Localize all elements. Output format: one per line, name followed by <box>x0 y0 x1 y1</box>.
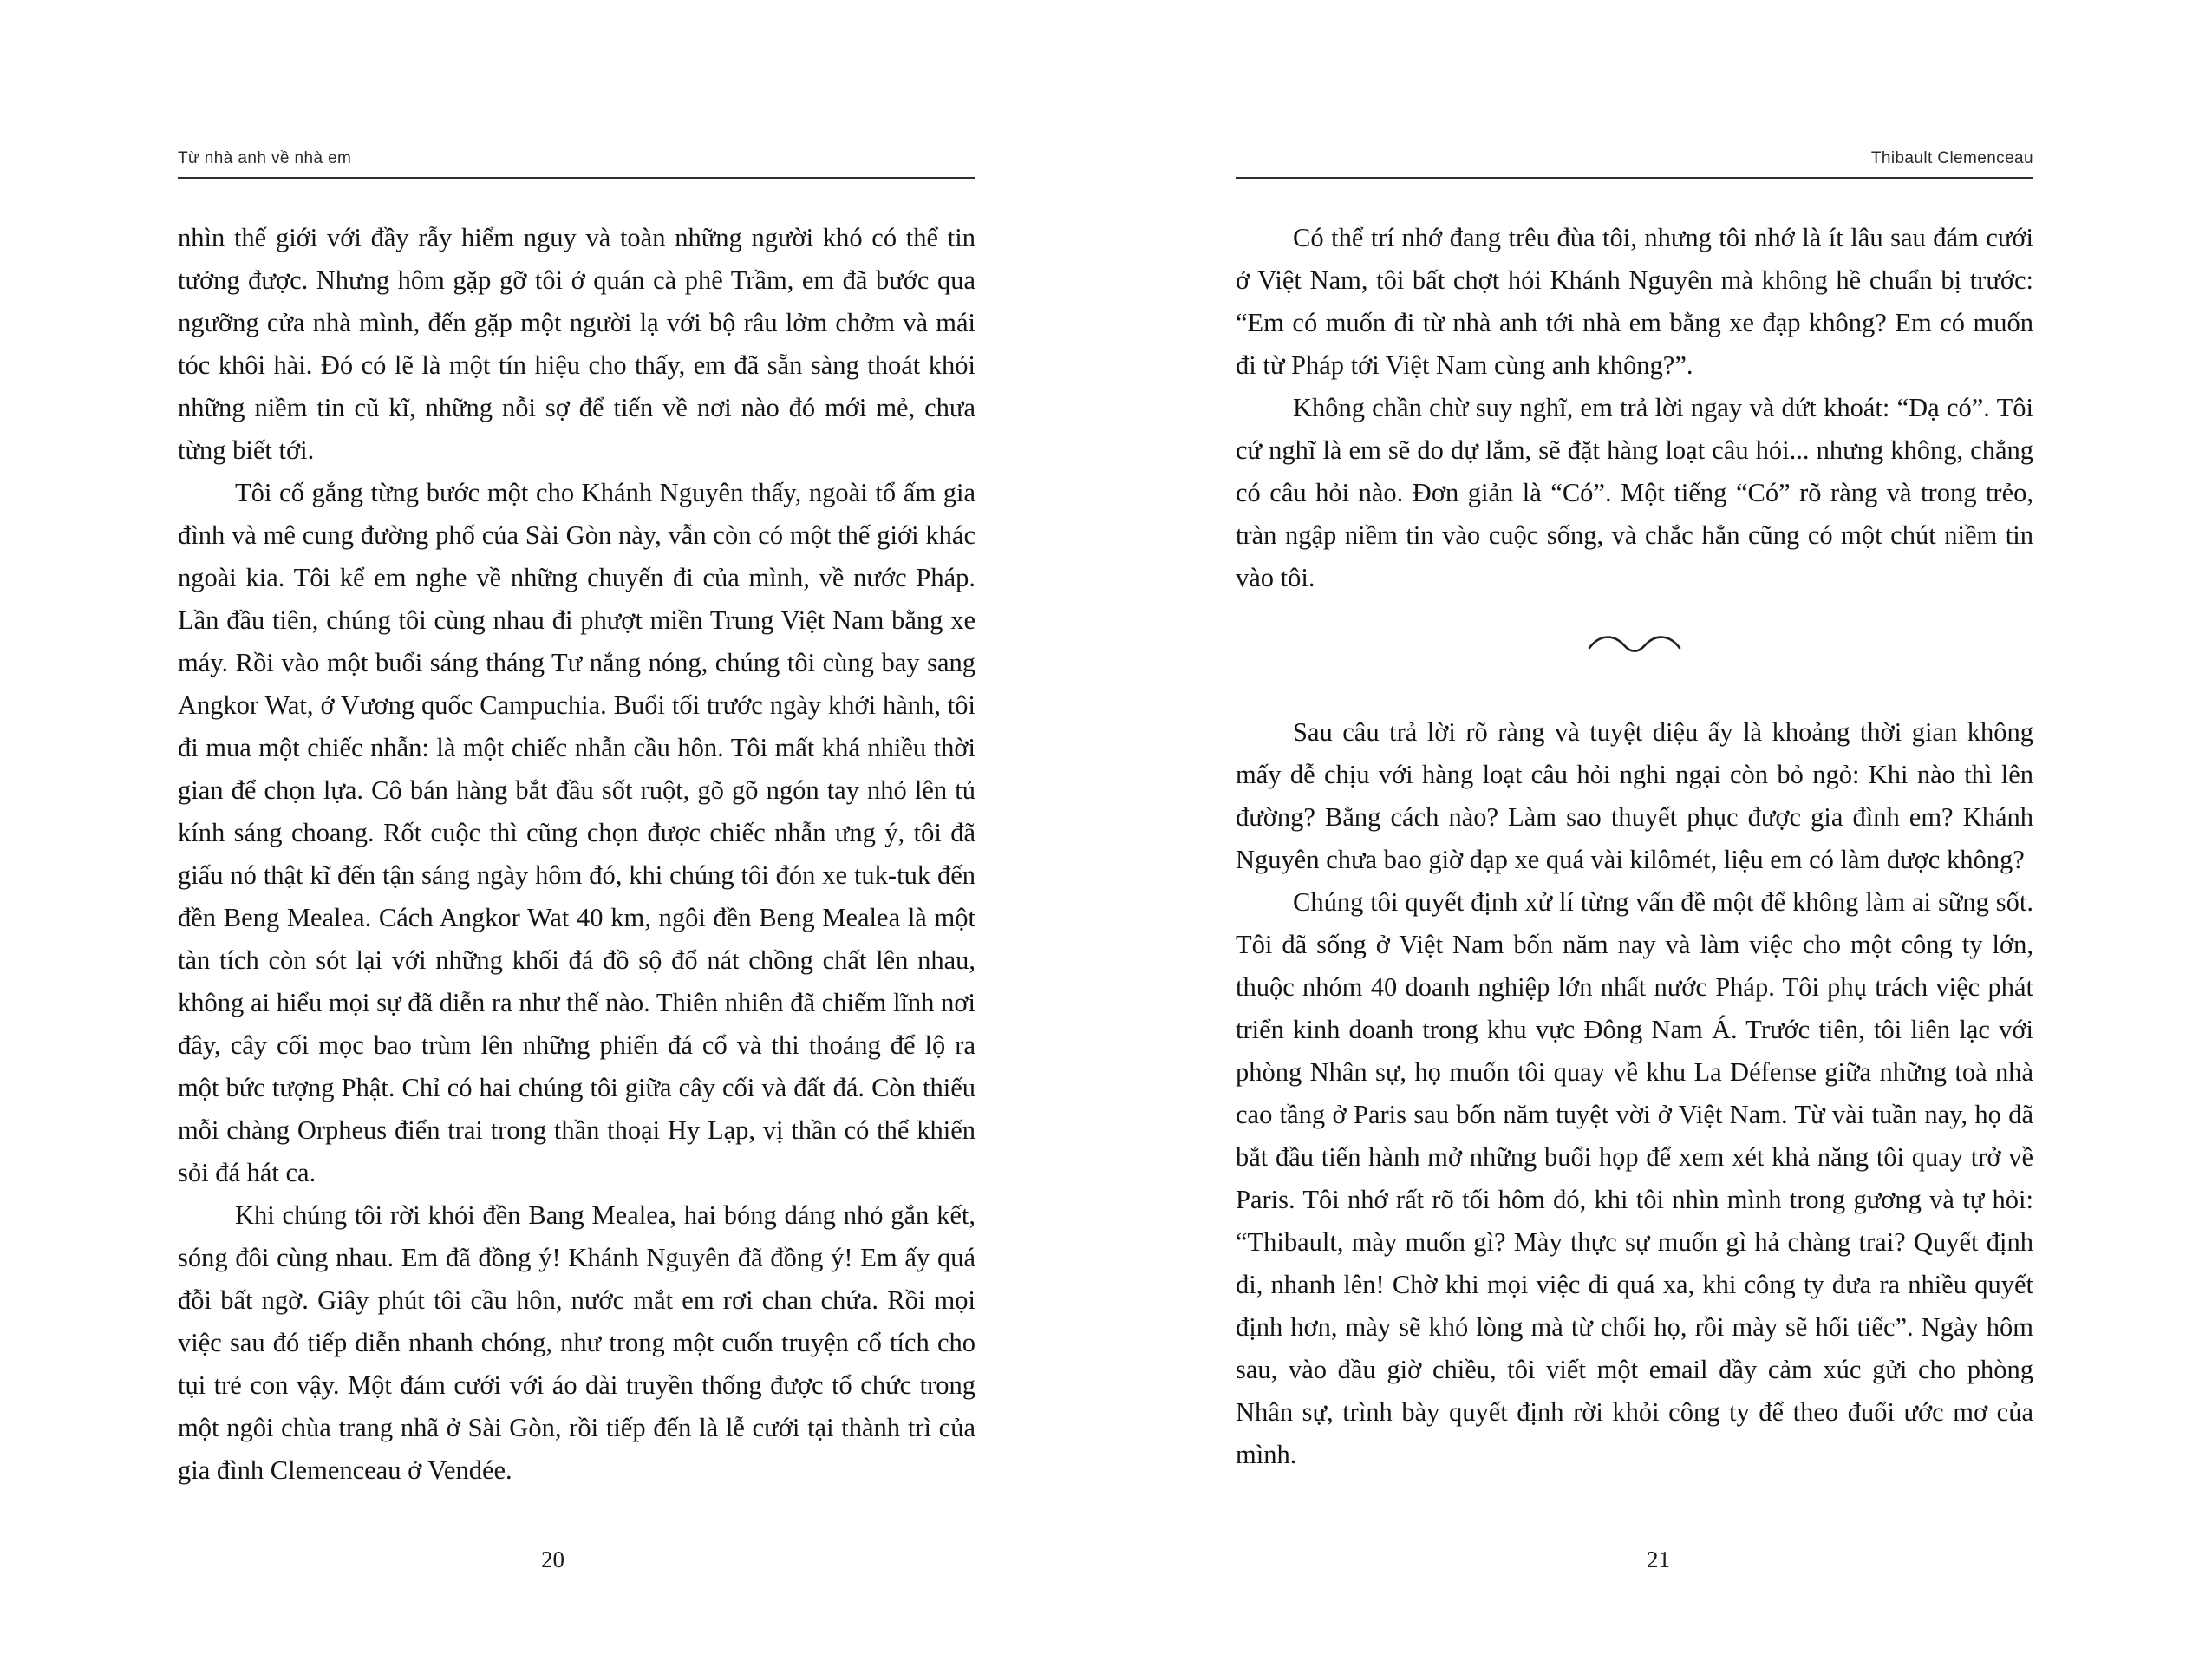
running-head-right <box>1236 139 2033 179</box>
swash-ornament-icon <box>1236 631 2033 666</box>
paragraph: Khi chúng tôi rời khỏi đền Bang Mealea, hai bóng dáng nhỏ gắn kết, sóng đôi cùng nhau. Em đã đồng ý! Khánh Nguyên đã đồng ý! Em ấy quá đỗi bất ngờ. Giây phút tôi cầu hôn, nước mắt em rơi chan chứa. Rồi mọi việc sau đó tiếp diễn nhanh chóng, như trong một cuốn truyện cổ tích cho tụi trẻ con vậy. Một đám cưới với áo dài truyền thống được tổ chức trong một ngôi chùa trang nhã ở Sài Gòn, rồi tiếp đến là lễ cưới tại thành trì của gia đình Clemenceau ở Vendée. <box>178 1200 975 1485</box>
paragraph: Chúng tôi quyết định xử lí từng vấn đề một để không làm ai sững sốt. Tôi đã sống ở Việt Nam bốn năm nay và làm việc cho một công ty lớn, thuộc nhóm 40 doanh nghiệp lớn nhất nước Pháp. Tôi phụ trách việc phát triển kinh doanh trong khu vực Đông Nam Á. Trước tiên, tôi liên lạc với phòng Nhân sự, họ muốn tôi quay về khu La Défense giữa những toà nhà cao tầng ở Paris sau bốn năm tuyệt vời ở Việt Nam. Từ vài tuần nay, họ đã bắt đầu tiến hành mở những buổi họp để xem xét khả năng tôi quay trở về Paris. Tôi nhớ rất rõ tối hôm đó, khi tôi nhìn mình trong gương và tự hỏi: “Thibault, mày muốn gì? Mày thực sự muốn gì hả chàng trai? Quyết định đi, nhanh lên! Chờ khi mọi việc đi quá xa, khi công ty đưa ra nhiều quyết định hơn, mày sẽ khó lòng mà từ chối họ, rồi mày sẽ hối tiếc”. Ngày hôm sau, vào đầu giờ chiều, tôi viết một email đầy cảm xúc gửi cho phòng Nhân sự, trình bày quyết định rời khỏi công ty để theo đuổi ước mơ của mình. <box>1236 887 2033 1469</box>
running-head-left <box>178 139 975 179</box>
page-left-content <box>178 139 975 1526</box>
body-text-right-top <box>1236 217 2033 599</box>
page-right <box>1106 0 2211 1667</box>
paragraph: Có thể trí nhớ đang trêu đùa tôi, nhưng tôi nhớ là ít lâu sau đám cưới ở Việt Nam, tôi bất chợt hỏi Khánh Nguyên mà không hề chuẩn bị trước: “Em có muốn đi từ nhà anh tới nhà em bằng xe đạp không? Em có muốn đi từ Pháp tới Việt Nam cùng anh không?”. <box>1236 223 2033 380</box>
running-head-left-title: Từ nhà anh về nhà em <box>178 149 352 167</box>
paragraph: Sau câu trả lời rõ ràng và tuyệt diệu ấy là khoảng thời gian không mấy dễ chịu với hàng loạt câu hỏi nghi ngại còn bỏ ngỏ: Khi nào thì lên đường? Bằng cách nào? Làm sao thuyết phục được gia đình em? Khánh Nguyên chưa bao giờ đạp xe quá vài kilômét, liệu em có làm được không? <box>1236 717 2033 874</box>
paragraph: Không chần chừ suy nghĩ, em trả lời ngay và dứt khoát: “Dạ có”. Tôi cứ nghĩ là em sẽ do dự lắm, sẽ đặt hàng loạt câu hỏi... nhưng không, chẳng có câu hỏi nào. Đơn giản là “Có”. Một tiếng “Có” rõ ràng và trong trẻo, tràn ngập niềm tin vào cuộc sống, và chắc hẳn cũng có một chút niềm tin vào tôi. <box>1236 393 2033 592</box>
body-text-right-bottom <box>1236 711 2033 1476</box>
page-number-left: 20 <box>541 1546 564 1572</box>
body-text-left <box>178 217 975 1492</box>
page-right-content <box>1236 139 2033 1526</box>
page-number-right: 21 <box>1647 1546 1670 1572</box>
running-head-right-author: Thibault Clemenceau <box>1870 149 2033 167</box>
paragraph: Tôi cố gắng từng bước một cho Khánh Nguyên thấy, ngoài tổ ấm gia đình và mê cung đường phố của Sài Gòn này, vẫn còn có một thế giới khác ngoài kia. Tôi kể em nghe về những chuyến đi của mình, về nước Pháp. Lần đầu tiên, chúng tôi cùng nhau đi phượt miền Trung Việt Nam bằng xe máy. Rồi vào một buổi sáng tháng Tư nắng nóng, chúng tôi cùng bay sang Angkor Wat, ở Vương quốc Campuchia. Buổi tối trước ngày khởi hành, tôi đi mua một chiếc nhẫn: là một chiếc nhẫn cầu hôn. Tôi mất khá nhiều thời gian để chọn lựa. Cô bán hàng bắt đầu sốt ruột, gõ gõ ngón tay nhỏ lên tủ kính sáng choang. Rốt cuộc thì cũng chọn được chiếc nhẫn ưng ý, tôi đã giấu nó thật kĩ đến tận sáng ngày hôm đó, khi chúng tôi đón xe tuk-tuk đến đền Beng Mealea. Cách Angkor Wat 40 km, ngôi đền Beng Mealea là một tàn tích còn sót lại với những khối đá đồ sộ đổ nát chồng chất lên nhau, không ai hiểu mọi sự đã diễn ra như thế nào. Thiên nhiên đã chiếm lĩnh nơi đây, cây cối mọc bao trùm lên những phiến đá cổ và thi thoảng để lộ ra một bức tượng Phật. Chỉ có hai chúng tôi giữa cây cối và đất đá. Còn thiếu mỗi chàng Orpheus điển trai trong thần thoại Hy Lạp, vị thần có thể khiến sỏi đá hát ca. <box>178 478 975 1187</box>
paragraph: nhìn thế giới với đầy rẫy hiểm nguy và toàn những người khó có thể tin tưởng được. Nhưng hôm gặp gỡ tôi ở quán cà phê Trầm, em đã bước qua ngưỡng cửa nhà mình, đến gặp một người lạ với bộ râu lởm chởm và mái tóc khôi hài. Đó có lẽ là một tín hiệu cho thấy, em đã sẵn sàng thoát khỏi những niềm tin cũ kĩ, những nỗi sợ để tiến về nơi nào đó mới mẻ, chưa từng biết tới. <box>178 223 975 465</box>
